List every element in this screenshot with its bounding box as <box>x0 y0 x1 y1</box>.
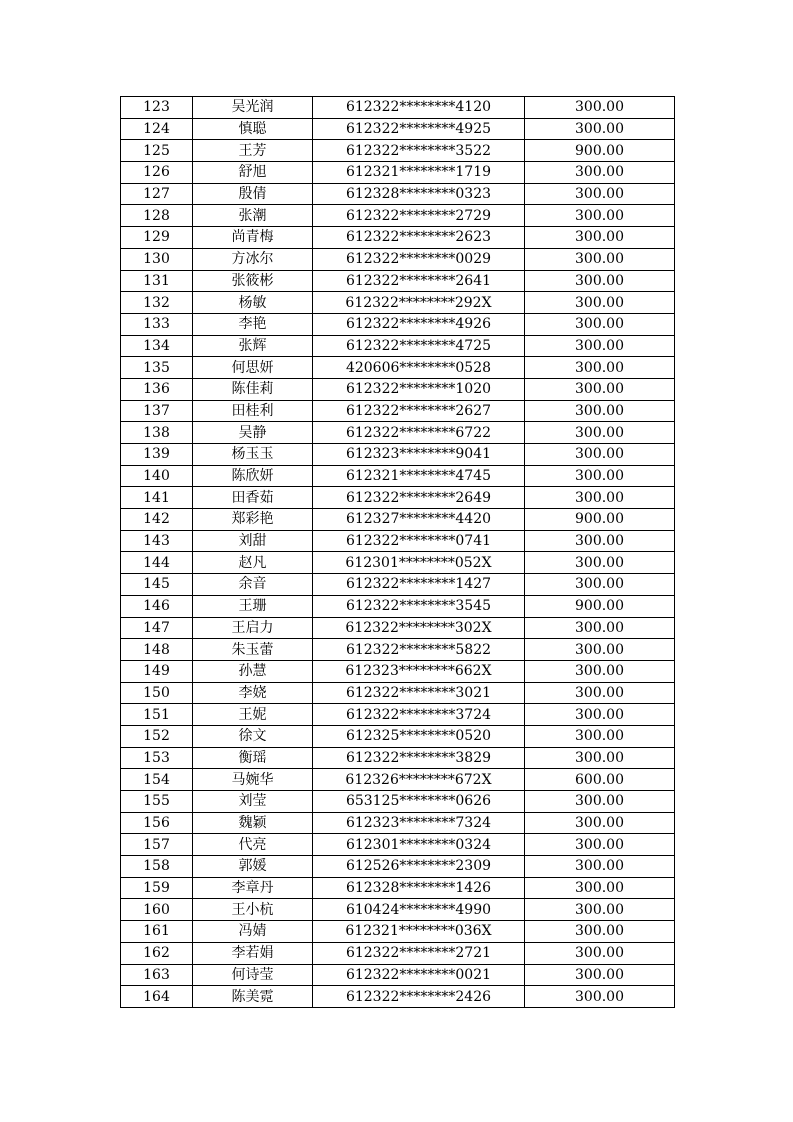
name-cell: 陈佳莉 <box>193 378 313 400</box>
id-number-cell: 612322********4925 <box>313 118 525 140</box>
row-number-cell: 149 <box>121 660 193 682</box>
name-cell: 徐文 <box>193 725 313 747</box>
id-number-cell: 612322********1427 <box>313 574 525 596</box>
name-cell: 李娆 <box>193 682 313 704</box>
name-cell: 王启力 <box>193 617 313 639</box>
amount-cell: 300.00 <box>525 812 675 834</box>
name-cell: 王珊 <box>193 595 313 617</box>
row-number-cell: 137 <box>121 400 193 422</box>
name-cell: 刘甜 <box>193 530 313 552</box>
id-number-cell: 612322********3724 <box>313 704 525 726</box>
name-cell: 赵凡 <box>193 552 313 574</box>
name-cell: 余音 <box>193 574 313 596</box>
row-number-cell: 134 <box>121 335 193 357</box>
amount-cell: 300.00 <box>525 400 675 422</box>
id-number-cell: 612326********672X <box>313 769 525 791</box>
row-number-cell: 125 <box>121 140 193 162</box>
name-cell: 魏颖 <box>193 812 313 834</box>
table-row <box>121 725 675 747</box>
row-number-cell: 135 <box>121 357 193 379</box>
name-cell: 李若娟 <box>193 942 313 964</box>
table-row <box>121 595 675 617</box>
table-row <box>121 378 675 400</box>
table-row <box>121 899 675 921</box>
name-cell: 衡瑶 <box>193 747 313 769</box>
id-number-cell: 612301********0324 <box>313 834 525 856</box>
amount-cell: 300.00 <box>525 335 675 357</box>
name-cell: 杨玉玉 <box>193 444 313 466</box>
table-row <box>121 422 675 444</box>
amount-cell: 300.00 <box>525 357 675 379</box>
id-number-cell: 612327********4420 <box>313 509 525 531</box>
name-cell: 慎聪 <box>193 118 313 140</box>
name-cell: 吴光润 <box>193 97 313 119</box>
row-number-cell: 150 <box>121 682 193 704</box>
name-cell: 何思妍 <box>193 357 313 379</box>
table-row <box>121 791 675 813</box>
amount-cell: 300.00 <box>525 986 675 1008</box>
table-row <box>121 292 675 314</box>
row-number-cell: 126 <box>121 162 193 184</box>
amount-cell: 300.00 <box>525 378 675 400</box>
amount-cell: 300.00 <box>525 487 675 509</box>
row-number-cell: 132 <box>121 292 193 314</box>
row-number-cell: 133 <box>121 313 193 335</box>
amount-cell: 900.00 <box>525 595 675 617</box>
table-row <box>121 118 675 140</box>
table-row <box>121 465 675 487</box>
id-number-cell: 612323********662X <box>313 660 525 682</box>
amount-cell: 300.00 <box>525 313 675 335</box>
name-cell: 张筱彬 <box>193 270 313 292</box>
name-cell: 李艳 <box>193 313 313 335</box>
amount-cell: 300.00 <box>525 97 675 119</box>
table-row <box>121 509 675 531</box>
table-row <box>121 530 675 552</box>
amount-cell: 300.00 <box>525 292 675 314</box>
table-row <box>121 704 675 726</box>
name-cell: 李章丹 <box>193 877 313 899</box>
table-row <box>121 97 675 119</box>
row-number-cell: 152 <box>121 725 193 747</box>
name-cell: 尚青梅 <box>193 227 313 249</box>
table-row <box>121 574 675 596</box>
amount-cell: 300.00 <box>525 118 675 140</box>
row-number-cell: 123 <box>121 97 193 119</box>
id-number-cell: 610424********4990 <box>313 899 525 921</box>
row-number-cell: 124 <box>121 118 193 140</box>
id-number-cell: 612322********4120 <box>313 97 525 119</box>
row-number-cell: 164 <box>121 986 193 1008</box>
amount-cell: 300.00 <box>525 834 675 856</box>
id-number-cell: 612322********3021 <box>313 682 525 704</box>
id-number-cell: 420606********0528 <box>313 357 525 379</box>
id-number-cell: 612325********0520 <box>313 725 525 747</box>
amount-cell: 300.00 <box>525 574 675 596</box>
id-number-cell: 653125********0626 <box>313 791 525 813</box>
name-cell: 刘莹 <box>193 791 313 813</box>
table-row <box>121 617 675 639</box>
id-number-cell: 612322********2426 <box>313 986 525 1008</box>
table-row <box>121 205 675 227</box>
id-number-cell: 612322********3545 <box>313 595 525 617</box>
row-number-cell: 144 <box>121 552 193 574</box>
name-cell: 张潮 <box>193 205 313 227</box>
name-cell: 王小杭 <box>193 899 313 921</box>
row-number-cell: 153 <box>121 747 193 769</box>
table-row <box>121 964 675 986</box>
table-row <box>121 227 675 249</box>
amount-cell: 300.00 <box>525 964 675 986</box>
id-number-cell: 612322********3829 <box>313 747 525 769</box>
table-row <box>121 183 675 205</box>
id-number-cell: 612322********2721 <box>313 942 525 964</box>
amount-cell: 300.00 <box>525 704 675 726</box>
amount-cell: 300.00 <box>525 660 675 682</box>
id-number-cell: 612322********2627 <box>313 400 525 422</box>
name-cell: 朱玉蕾 <box>193 639 313 661</box>
table-row <box>121 682 675 704</box>
table-row <box>121 140 675 162</box>
row-number-cell: 143 <box>121 530 193 552</box>
name-cell: 田香茹 <box>193 487 313 509</box>
name-cell: 马婉华 <box>193 769 313 791</box>
id-number-cell: 612321********036X <box>313 921 525 943</box>
amount-cell: 300.00 <box>525 617 675 639</box>
row-number-cell: 163 <box>121 964 193 986</box>
id-number-cell: 612322********0029 <box>313 248 525 270</box>
id-number-cell: 612322********2623 <box>313 227 525 249</box>
amount-cell: 300.00 <box>525 921 675 943</box>
row-number-cell: 140 <box>121 465 193 487</box>
name-cell: 吴静 <box>193 422 313 444</box>
id-number-cell: 612322********302X <box>313 617 525 639</box>
table-row <box>121 400 675 422</box>
table-row <box>121 942 675 964</box>
id-number-cell: 612526********2309 <box>313 856 525 878</box>
subsidy-list-table <box>120 96 675 1008</box>
id-number-cell: 612322********292X <box>313 292 525 314</box>
id-number-cell: 612328********0323 <box>313 183 525 205</box>
row-number-cell: 156 <box>121 812 193 834</box>
row-number-cell: 161 <box>121 921 193 943</box>
id-number-cell: 612322********6722 <box>313 422 525 444</box>
amount-cell: 300.00 <box>525 899 675 921</box>
id-number-cell: 612322********1020 <box>313 378 525 400</box>
amount-cell: 300.00 <box>525 248 675 270</box>
row-number-cell: 136 <box>121 378 193 400</box>
row-number-cell: 147 <box>121 617 193 639</box>
row-number-cell: 130 <box>121 248 193 270</box>
table-row <box>121 248 675 270</box>
table-row <box>121 769 675 791</box>
table-row <box>121 986 675 1008</box>
row-number-cell: 155 <box>121 791 193 813</box>
amount-cell: 300.00 <box>525 270 675 292</box>
row-number-cell: 162 <box>121 942 193 964</box>
row-number-cell: 160 <box>121 899 193 921</box>
id-number-cell: 612322********0021 <box>313 964 525 986</box>
amount-cell: 300.00 <box>525 639 675 661</box>
name-cell: 舒旭 <box>193 162 313 184</box>
amount-cell: 300.00 <box>525 422 675 444</box>
table-row <box>121 444 675 466</box>
name-cell: 杨敏 <box>193 292 313 314</box>
row-number-cell: 146 <box>121 595 193 617</box>
table-row <box>121 834 675 856</box>
row-number-cell: 128 <box>121 205 193 227</box>
row-number-cell: 145 <box>121 574 193 596</box>
row-number-cell: 141 <box>121 487 193 509</box>
name-cell: 张辉 <box>193 335 313 357</box>
name-cell: 孙慧 <box>193 660 313 682</box>
id-number-cell: 612322********2641 <box>313 270 525 292</box>
table-row <box>121 812 675 834</box>
row-number-cell: 157 <box>121 834 193 856</box>
amount-cell: 900.00 <box>525 140 675 162</box>
name-cell: 代亮 <box>193 834 313 856</box>
row-number-cell: 151 <box>121 704 193 726</box>
table-row <box>121 639 675 661</box>
id-number-cell: 612322********4926 <box>313 313 525 335</box>
table-row <box>121 921 675 943</box>
amount-cell: 300.00 <box>525 791 675 813</box>
amount-cell: 300.00 <box>525 856 675 878</box>
amount-cell: 300.00 <box>525 725 675 747</box>
amount-cell: 300.00 <box>525 877 675 899</box>
name-cell: 方冰尔 <box>193 248 313 270</box>
table-row <box>121 162 675 184</box>
row-number-cell: 158 <box>121 856 193 878</box>
table-row <box>121 747 675 769</box>
id-number-cell: 612321********1719 <box>313 162 525 184</box>
table-row <box>121 877 675 899</box>
id-number-cell: 612322********4725 <box>313 335 525 357</box>
table-row <box>121 270 675 292</box>
id-number-cell: 612322********2649 <box>313 487 525 509</box>
name-cell: 郭媛 <box>193 856 313 878</box>
table-row <box>121 357 675 379</box>
id-number-cell: 612323********9041 <box>313 444 525 466</box>
amount-cell: 300.00 <box>525 552 675 574</box>
id-number-cell: 612328********1426 <box>313 877 525 899</box>
name-cell: 郑彩艳 <box>193 509 313 531</box>
id-number-cell: 612322********3522 <box>313 140 525 162</box>
row-number-cell: 159 <box>121 877 193 899</box>
amount-cell: 300.00 <box>525 682 675 704</box>
amount-cell: 300.00 <box>525 205 675 227</box>
row-number-cell: 131 <box>121 270 193 292</box>
amount-cell: 300.00 <box>525 530 675 552</box>
id-number-cell: 612323********7324 <box>313 812 525 834</box>
name-cell: 何诗莹 <box>193 964 313 986</box>
id-number-cell: 612322********2729 <box>313 205 525 227</box>
table-row <box>121 487 675 509</box>
amount-cell: 300.00 <box>525 465 675 487</box>
name-cell: 陈欣妍 <box>193 465 313 487</box>
name-cell: 冯婧 <box>193 921 313 943</box>
name-cell: 王芳 <box>193 140 313 162</box>
row-number-cell: 142 <box>121 509 193 531</box>
row-number-cell: 154 <box>121 769 193 791</box>
table-row <box>121 552 675 574</box>
table-row <box>121 856 675 878</box>
name-cell: 陈美霓 <box>193 986 313 1008</box>
amount-cell: 300.00 <box>525 162 675 184</box>
name-cell: 殷倩 <box>193 183 313 205</box>
row-number-cell: 148 <box>121 639 193 661</box>
id-number-cell: 612322********0741 <box>313 530 525 552</box>
row-number-cell: 129 <box>121 227 193 249</box>
id-number-cell: 612322********5822 <box>313 639 525 661</box>
row-number-cell: 139 <box>121 444 193 466</box>
amount-cell: 900.00 <box>525 509 675 531</box>
amount-cell: 300.00 <box>525 747 675 769</box>
amount-cell: 300.00 <box>525 942 675 964</box>
amount-cell: 300.00 <box>525 444 675 466</box>
table-row <box>121 313 675 335</box>
amount-cell: 600.00 <box>525 769 675 791</box>
id-number-cell: 612301********052X <box>313 552 525 574</box>
name-cell: 王妮 <box>193 704 313 726</box>
amount-cell: 300.00 <box>525 183 675 205</box>
amount-cell: 300.00 <box>525 227 675 249</box>
table-row <box>121 335 675 357</box>
row-number-cell: 138 <box>121 422 193 444</box>
table-row <box>121 660 675 682</box>
name-cell: 田桂利 <box>193 400 313 422</box>
table-body <box>121 97 675 1008</box>
row-number-cell: 127 <box>121 183 193 205</box>
id-number-cell: 612321********4745 <box>313 465 525 487</box>
